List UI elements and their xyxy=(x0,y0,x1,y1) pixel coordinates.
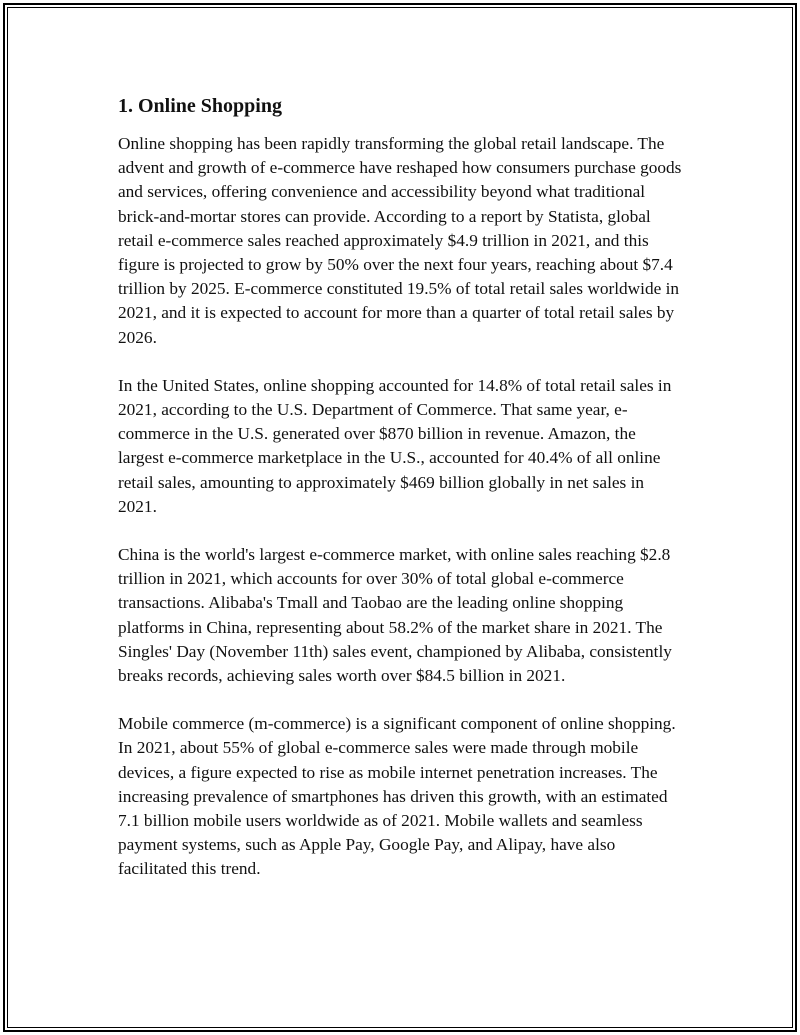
paragraph-global-ecommerce: Online shopping has been rapidly transforming the global retail landscape. The advent and growth of e-commerce have reshaped how consumers purchase goods and services, offering convenience and accessibility beyond what traditional brick-and-mortar stores can provide. According to a report by Statista, global retail e-commerce sales reached approximately $4.9 trillion in 2021, and this figure is projected to grow by 50% over the next four years, reaching about $7.4 trillion by 2025. E-commerce constituted 19.5% of total retail sales worldwide in 2021, and it is expected to account for more than a quarter of total retail sales by 2026. xyxy=(118,134,682,347)
paragraph-united-states: In the United States, online shopping accounted for 14.8% of total retail sales in 2021, according to the U.S. Department of Commerce. That same year, e-commerce in the U.S. generated over $870 billion in revenue. Amazon, the largest e-commerce marketplace in the U.S., accounted for 40.4% of all online retail sales, amounting to approximately $469 billion globally in net sales in 2021. xyxy=(118,375,672,516)
section-heading: 1. Online Shopping xyxy=(118,95,282,117)
paragraph-china: China is the world's largest e-commerce market, with online sales reaching $2.8 trillion in 2021, which accounts for over 30% of total global e-commerce transactions. Alibaba's Tmall and Taobao are the leading online shopping platforms in China, representing about 58.2% of the market share in 2021. The Singles' Day (November 11th) sales event, championed by Alibaba, consistently breaks records, achieving sales worth over $84.5 billion in 2021. xyxy=(118,545,672,686)
paragraph-mobile-commerce: Mobile commerce (m-commerce) is a significant component of online shopping. In 2021, about 55% of global e-commerce sales were made through mobile devices, a figure expected to rise as mobile internet penetration increases. The increasing prevalence of smartphones has driven this growth, with an estimated 7.1 billion mobile users worldwide as of 2021. Mobile wallets and seamless payment systems, such as Apple Pay, Google Pay, and Alipay, have also facilitated this trend. xyxy=(118,714,676,879)
document-body xyxy=(118,93,684,906)
